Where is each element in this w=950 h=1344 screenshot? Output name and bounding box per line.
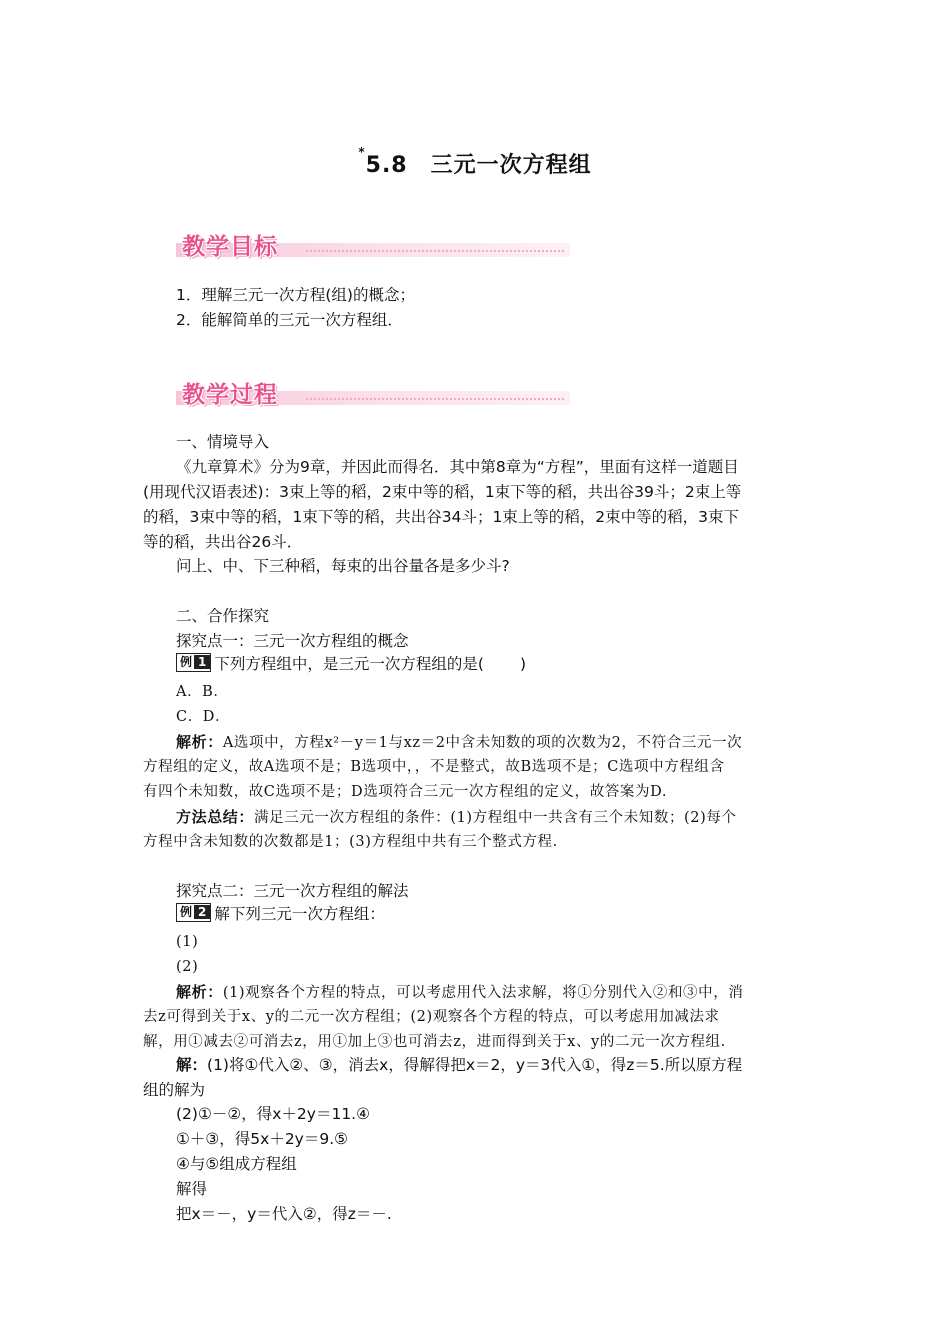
section1-para-line: 的稻，3束中等的稻，1束下等的稻，共出谷34斗；1束上等的稻，2束中等的稻，3束下 xyxy=(143,508,740,526)
analysis-line: 解析：A选项中，方程x²－y＝1与xz＝2中含未知数的项的次数为2，不符合三元一次 xyxy=(176,733,743,751)
solution-line: 解：(1)将①代入②、③，消去x，得解得把x＝2，y＝3代入①，得z＝5.所以原方程 xyxy=(176,1056,743,1074)
solution-line: ④与⑤组成方程组 xyxy=(176,1155,297,1173)
example1-paren-close: ) xyxy=(519,655,526,673)
analysis-line: 解，用①减去②可消去z，用①加上③也可消去z，进而得到关于x、y的二元一次方程组. xyxy=(143,1034,726,1050)
option-line: C．D． xyxy=(176,709,231,725)
solution-line: 把x＝－，y＝代入②，得z＝－. xyxy=(176,1205,392,1223)
example2-item: (1) xyxy=(176,934,199,950)
goal-item: 2．能解简单的三元一次方程组． xyxy=(176,311,403,329)
section1-heading: 一、情境导入 xyxy=(176,433,270,451)
analysis-line: 方程组的定义，故A选项不是；B选项中，，不是整式，故B选项不是；C选项中方程组含 xyxy=(143,759,725,775)
example1-text: 下列方程组中，是三元一次方程组的是( xyxy=(214,655,484,673)
title-text: 5.8 三元一次方程组 xyxy=(365,153,592,178)
goal-item: 1．理解三元一次方程(组)的概念； xyxy=(176,286,415,304)
title-star: * xyxy=(358,145,366,159)
example1 xyxy=(176,652,526,676)
analysis-line: 有四个未知数，故C选项不是；D选项符合三元一次方程组的定义，故答案为D. xyxy=(143,784,668,800)
page-title xyxy=(0,145,950,179)
process-banner xyxy=(176,376,570,410)
section2-heading: 二、合作探究 xyxy=(176,607,270,625)
point2-heading: 探究点二：三元一次方程组的解法 xyxy=(176,882,409,900)
goals-banner-label: 教学目标 xyxy=(182,234,278,260)
solution-line: (2)①－②，得x＋2y＝11.④ xyxy=(176,1105,371,1123)
solution-label: 解： xyxy=(176,1056,208,1074)
process-banner-label: 教学过程 xyxy=(182,382,278,408)
analysis-line: 解析：(1)观察各个方程的特点，可以考虑用代入法求解，将①分别代入②和③中，消 xyxy=(176,983,744,1001)
section1-para-line: (用现代汉语表述)：3束上等的稻，2束中等的稻，1束下等的稻，共出谷39斗；2束上等 xyxy=(143,483,742,501)
solution-line: 组的解为 xyxy=(143,1081,206,1099)
section1-question: 问上、中、下三种稻，每束的出谷量各是多少斗? xyxy=(176,557,510,575)
solution-line: 解得 xyxy=(176,1180,208,1198)
summary-label: 方法总结： xyxy=(176,808,255,826)
section1-para-line: 《九章算术》分为9章，并因此而得名．其中第8章为“方程”，里面有这样一道题目 xyxy=(176,458,739,476)
example2-item: (2) xyxy=(176,959,199,975)
example2-text: 解下列三元一次方程组： xyxy=(214,905,385,923)
example2 xyxy=(176,902,385,926)
solution-line: ①＋③，得5x＋2y＝9.⑤ xyxy=(176,1130,349,1148)
analysis-label: 解析： xyxy=(176,733,223,751)
example2-tag: 例 2 xyxy=(176,903,211,922)
section1-para-line: 等的稻，共出谷26斗． xyxy=(143,533,303,551)
goals-banner xyxy=(176,228,570,262)
analysis-label: 解析： xyxy=(176,983,223,1001)
example1-tag: 例 1 xyxy=(176,653,211,672)
summary-line: 方法总结：满足三元一次方程组的条件：(1)方程组中一共含有三个未知数；(2)每个 xyxy=(176,808,737,826)
option-line: A．B． xyxy=(176,684,229,700)
point1-heading: 探究点一：三元一次方程组的概念 xyxy=(176,632,409,650)
analysis-line: 去z可得到关于x、y的二元一次方程组；(2)观察各个方程的特点，可以考虑用加减法求 xyxy=(143,1009,720,1025)
summary-line: 方程中含未知数的次数都是1；(3)方程组中共有三个整式方程. xyxy=(143,834,558,850)
